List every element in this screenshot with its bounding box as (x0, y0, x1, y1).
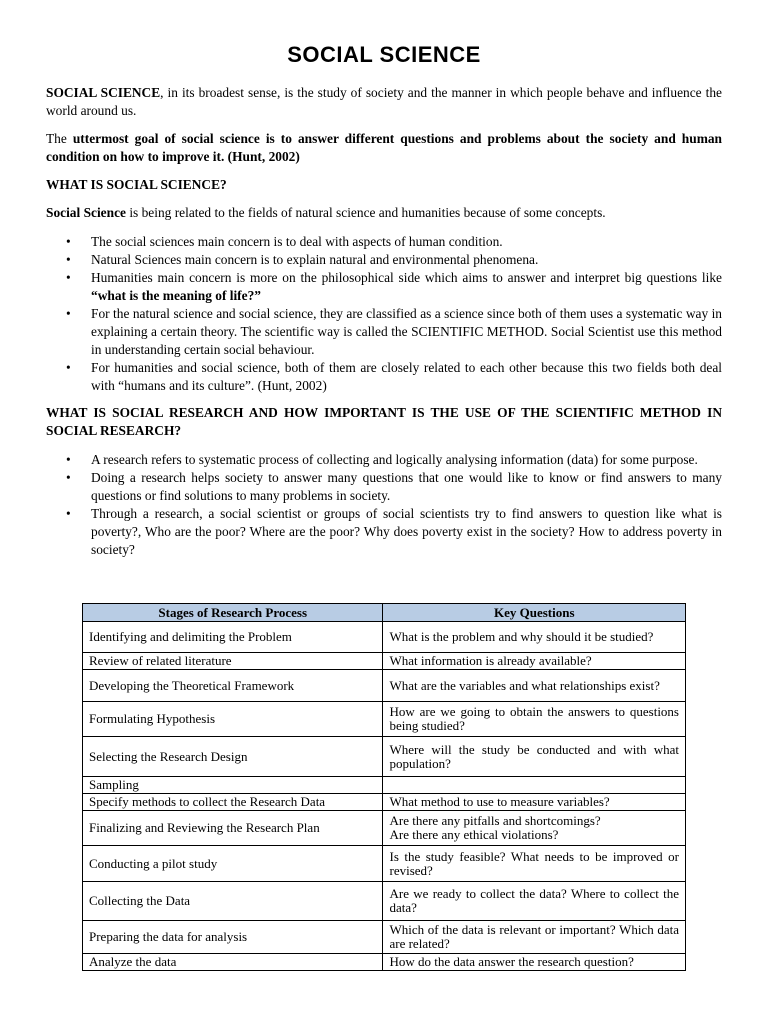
list-item: • The social sciences main concern is to deal with aspects of human condition. (66, 234, 503, 249)
stage-cell: Developing the Theoretical Framework (83, 670, 383, 702)
question-cell: Are we ready to collect the data? Where to collect the data? (383, 882, 686, 921)
list-item: • Natural Sciences main concern is to explain natural and environmental phenomena. (66, 252, 539, 267)
question-cell: Are there any pitfalls and shortcomings? Are there any ethical violations? (383, 811, 686, 846)
table-row (83, 954, 686, 971)
table-row (83, 670, 686, 702)
stage-cell: Analyze the data (83, 954, 383, 971)
list-item: • For the natural science and social science, they are classified as a science since both of them uses a systematic way in explaining a certain theory. The scientific way is called the SCIENTIFIC METHOD. Social Scientist use this method in understanding certain social behaviour. (66, 306, 722, 357)
list-item: • Humanities main concern is more on the philosophical side which aims to answer and interpret big questions like “what is the meaning of life?” (66, 270, 722, 303)
bullet-icon: • (66, 234, 71, 249)
heading-social-research: WHAT IS SOCIAL RESEARCH AND HOW IMPORTANT IS THE USE OF THE SCIENTIFIC METHOD IN SOCIAL RESEARCH? (46, 405, 722, 438)
definition-text: is being related to the fields of natural science and humanities because of some concepts. (125, 205, 606, 220)
stage-cell: Identifying and delimiting the Problem (83, 622, 383, 653)
definition-paragraph (46, 204, 722, 222)
table-row (83, 846, 686, 882)
column-header-questions: Key Questions (383, 604, 686, 622)
table-row (83, 882, 686, 921)
question-cell: Which of the data is relevant or important? Which data are related? (383, 921, 686, 954)
page-title: SOCIAL SCIENCE (287, 42, 481, 67)
stage-cell: Preparing the data for analysis (83, 921, 383, 954)
bullet-icon: • (66, 506, 71, 521)
question-cell: What are the variables and what relationships exist? (383, 670, 686, 702)
question-cell (383, 777, 686, 794)
question-cell: Is the study feasible? What needs to be improved or revised? (383, 846, 686, 882)
question-cell: What method to use to measure variables? (383, 794, 686, 811)
table-row (83, 921, 686, 954)
question-cell: Where will the study be conducted and with what population? (383, 737, 686, 777)
stage-cell: Formulating Hypothesis (83, 702, 383, 737)
table-header-row (83, 604, 686, 622)
list-item: • A research refers to systematic process of collecting and logically analysing information (data) for some purpose. (66, 452, 698, 467)
stage-cell: Review of related literature (83, 653, 383, 670)
research-list (46, 451, 722, 559)
column-header-stages: Stages of Research Process (83, 604, 383, 622)
stage-cell: Collecting the Data (83, 882, 383, 921)
question-cell: What information is already available? (383, 653, 686, 670)
goal-text: uttermost goal of social science is to answer different questions and problems about the society and human condition on how to improve it. (Hunt, 2002) (46, 131, 722, 164)
table-row (83, 653, 686, 670)
bullet-icon: • (66, 270, 71, 285)
bullet-icon: • (66, 252, 71, 267)
table-row (83, 811, 686, 846)
intro-term: SOCIAL SCIENCE (46, 85, 161, 100)
bullet-icon: • (66, 470, 71, 485)
stage-cell: Sampling (83, 777, 383, 794)
meaning-of-life-quote: “what is the meaning of life?” (91, 288, 261, 303)
stage-cell: Specify methods to collect the Research Data (83, 794, 383, 811)
bullet-icon: • (66, 306, 71, 321)
stage-cell: Conducting a pilot study (83, 846, 383, 882)
bullet-icon: • (66, 452, 71, 467)
concepts-list (46, 233, 722, 395)
table-row (83, 737, 686, 777)
list-item: • Through a research, a social scientist or groups of social scientists try to find answers to question like what is poverty?, Who are the poor? Where are the poor? Why does poverty exist in the society? How to address poverty in society? (66, 506, 722, 557)
question-cell: How do the data answer the research question? (383, 954, 686, 971)
table-row (83, 794, 686, 811)
stage-cell: Selecting the Research Design (83, 737, 383, 777)
table-row (83, 777, 686, 794)
list-item: • For humanities and social science, both of them are closely related to each other because this two fields both deal with “humans and its culture”. (Hunt, 2002) (66, 360, 722, 393)
intro-text: , in its broadest sense, is the study of society and the manner in which people behave and influence the world around us. (46, 85, 722, 118)
table-row (83, 622, 686, 653)
intro-paragraph (46, 84, 722, 120)
table-row (83, 702, 686, 737)
goal-paragraph (46, 130, 722, 166)
bullet-icon: • (66, 360, 71, 375)
research-process-table (82, 603, 686, 971)
goal-prefix: The (46, 131, 73, 146)
stage-cell: Finalizing and Reviewing the Research Plan (83, 811, 383, 846)
list-item: • Doing a research helps society to answer many questions that one would like to know or find answers to many questions or find solutions to many problems in society. (66, 470, 722, 503)
definition-term: Social Science (46, 205, 126, 220)
question-cell: How are we going to obtain the answers to questions being studied? (383, 702, 686, 737)
question-cell: What is the problem and why should it be studied? (383, 622, 686, 653)
heading-what-is-social-science: WHAT IS SOCIAL SCIENCE? (46, 177, 227, 192)
